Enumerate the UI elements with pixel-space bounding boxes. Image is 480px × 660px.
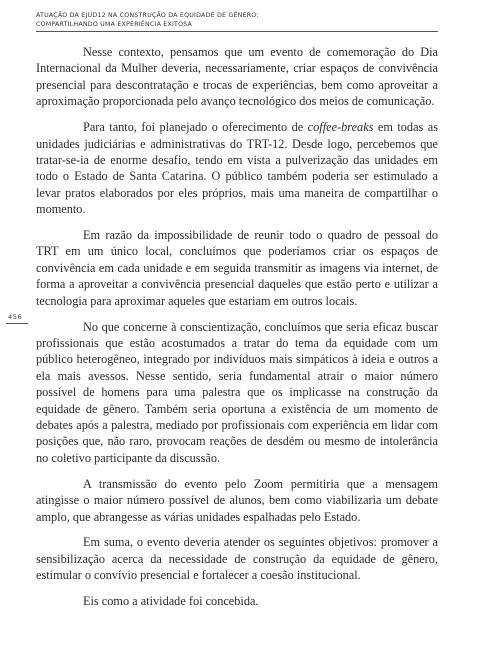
running-header [36,11,259,29]
page-number: 456 [8,313,23,321]
running-header-line-1: ATUAÇÃO DA EJUD12 NA CONSTRUÇÃO DA EQUIDADE DE GÊNERO: [36,12,259,19]
paragraph-6: Em suma, o evento deveria atender os seguintes objetivos: promover a sensibilização acerca da necessidade de construção da equidade de gênero, estimular o convívio presencial e fortalecer a coesão institucional. [36,535,438,583]
paragraph-2-text-after: em todas as unidades judiciárias e administrativas do TRT-12. Desde logo, percebemos que tratar-se-ia de enorme desafio, tendo em vista a pulverização das unidades em todo o Estado de Santa Catarina. O público também poderia ser estimulado a levar pratos elaborados por eles próprios, mais uma maneira de compartilhar o momento. [36,120,438,217]
body-text [36,44,438,619]
page-number-rule [6,323,28,324]
paragraph-1: Nesse contexto, pensamos que um evento de comemoração do Dia Internacional da Mulher deveria, necessariamente, criar espaços de convivência presencial para descontratação e trocas de experiências, bem como aproveitar a aproximação proporcionada pelo avanço tecnológico dos meios de comunicação. [36,45,438,109]
paragraph-3: Em razão da impossibilidade de reunir todo o quadro de pessoal do TRT em um único local, concluímos que poderíamos criar os espaços de convivência em cada unidade e em seguida transmitir as imagens via internet, de forma a aproveitar a convivência presencial daqueles que estão perto e utilizar a tecnologia para aproximar aqueles que estariam em outros locais. [36,228,438,308]
paragraph-2 [36,119,438,217]
header-rule [36,31,438,32]
paragraph-4: No que concerne à conscientização, concluímos que seria eficaz buscar profissionais que estão acostumados a tratar do tema da equidade com um público heterogêneo, integrado por indivíduos mais simpáticos à ideia e outros a ela mais avessos. Nesse sentido, seria fundamental atrair o maior número possível de homens para uma palestra que os implicasse na construção da equidade de gênero. Também seria oportuna a existência de um momento de debates após a palestra, mediado por profissionais com experiência em lidar com posições que, não raro, provocam reações de desdém ou mesmo de intolerância no coletivo participante da discussão. [36,319,438,465]
paragraph-5: A transmissão do evento pelo Zoom permitiria que a mensagem atingisse o maior número possível de alunos, bem como viabilizaria um debate amplo, que abrangesse as várias unidades espalhadas pelo Estado. [36,476,438,524]
running-header-line-2: COMPARTILHANDO UMA EXPERIÊNCIA EXITOSA [36,21,193,28]
paragraph-2-text-before: Para tanto, foi planejado o oferecimento de [83,120,308,135]
coffee-breaks-emphasis: coffee-breaks [307,120,374,135]
paragraph-7: Eis como a atividade foi concebida. [83,594,259,609]
